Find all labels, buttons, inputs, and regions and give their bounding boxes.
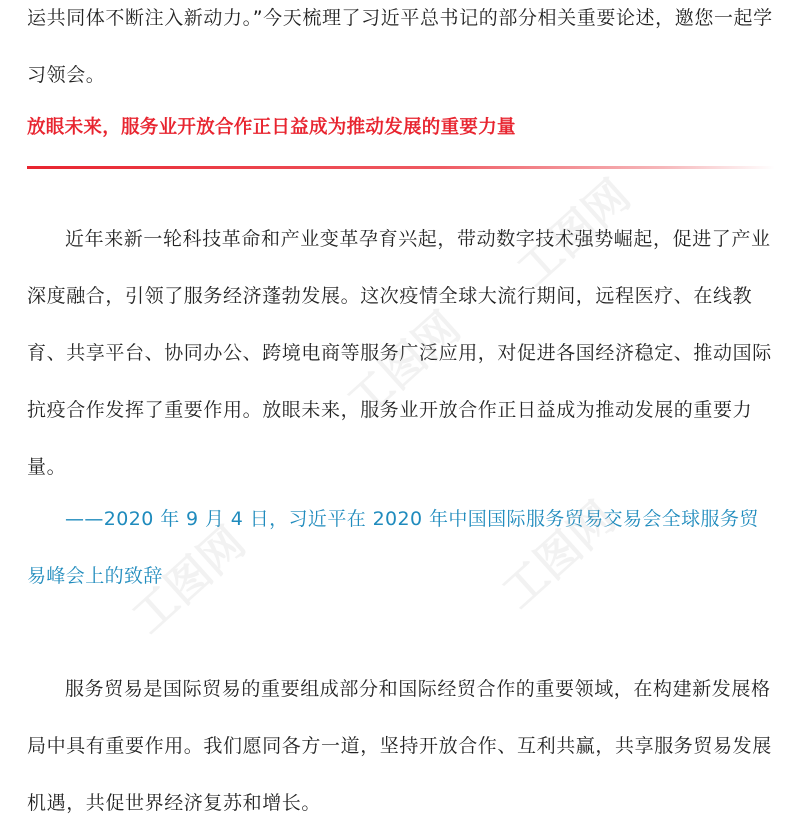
- body-paragraph-2: 服务贸易是国际贸易的重要组成部分和国际经贸合作的重要领域，在构建新发展格局中具有重要作用。我们愿同各方一道，坚持开放合作、互利共赢，共享服务贸易发展机遇，共促世界经济复苏和增长。: [27, 678, 772, 814]
- watermark: 工图网: [492, 492, 626, 619]
- section-heading: 放眼未来，服务业开放合作正日益成为推动发展的重要力量: [27, 117, 516, 138]
- intro-paragraph: 运共同体不断注入新动力。”今天梳理了习近平总书记的部分相关重要论述，邀您一起学习领会。: [27, 7, 773, 86]
- watermark: 工图网: [507, 170, 641, 297]
- watermark: 工图网: [337, 302, 471, 429]
- body-paragraph-1: 近年来新一轮科技革命和产业变革孕育兴起，带动数字技术强势崛起，促进了产业深度融合，引领了服务经济蓬勃发展。这次疫情全球大流行期间，远程医疗、在线教育、共享平台、协同办公、跨境电商等服务广泛应用，对促进各国经济稳定、推动国际抗疫合作发挥了重要作用。放眼未来，服务业开放合作正日益成为推动发展的重要力量。: [27, 228, 772, 478]
- quote-source: ——2020 年 9 月 4 日，习近平在 2020 年中国国际服务贸易交易会全球服务贸易峰会上的致辞: [27, 508, 759, 587]
- watermark: 工图网: [122, 517, 256, 644]
- section-divider: [27, 166, 775, 169]
